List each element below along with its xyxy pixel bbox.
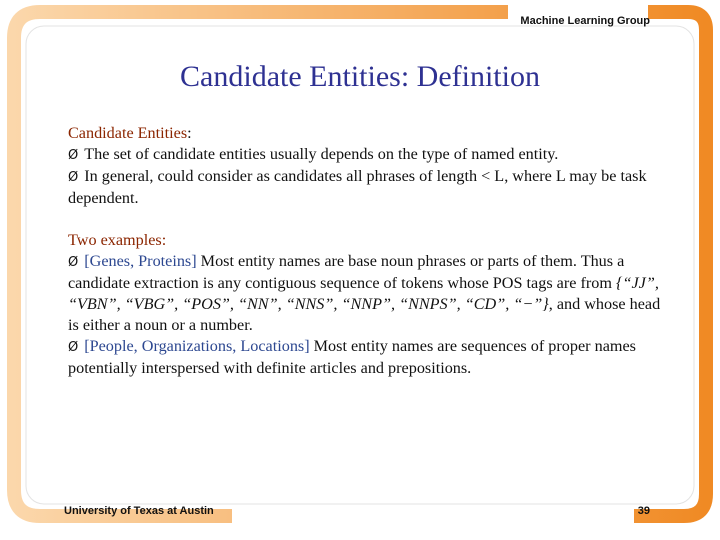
list-item — [68, 336, 668, 379]
section-heading-colon: : — [187, 124, 192, 142]
spacer — [68, 209, 668, 230]
slide-content — [68, 123, 668, 379]
page-number: 39 — [637, 505, 650, 517]
list-item — [68, 144, 668, 166]
section-heading-examples: Two examples: — [68, 231, 167, 249]
example-tag-genes: [Genes, Proteins] — [84, 252, 197, 270]
pos-tag-set: {“JJ”, “VBN”, “VBG”, “POS”, “NN”, “NNS”, “NNP”, “NNPS”, “CD”, “−”} — [68, 274, 659, 313]
arrow-bullet-icon: Ø — [68, 148, 79, 163]
page-title: Candidate Entities: Definition — [180, 60, 540, 93]
example-tag-people: [People, Organizations, Locations] — [84, 337, 310, 355]
arrow-bullet-icon: Ø — [68, 170, 79, 185]
arrow-bullet-icon: Ø — [68, 255, 79, 270]
example-text: Most entity names are base noun phrases or parts of them. Thus a candidate extraction is any contiguous sequence of tokens whose POS tags are from — [68, 252, 625, 292]
list-item — [68, 166, 668, 209]
footer-institution: University of Texas at Austin — [64, 505, 214, 517]
section-heading-candidates — [68, 123, 668, 144]
example-text-end: , and whose head is either a noun or a number. — [68, 295, 661, 334]
arrow-bullet-icon: Ø — [68, 340, 79, 355]
section-heading-text: Candidate Entities — [68, 124, 188, 142]
list-item — [68, 251, 668, 336]
bullet-text: The set of candidate entities usually depends on the type of named entity. — [84, 145, 559, 163]
bullet-text: In general, could consider as candidates all phrases of length < L, where L may be task dependent. — [68, 167, 647, 207]
header-group-label: Machine Learning Group — [520, 15, 650, 27]
example-text: Most entity names are sequences of proper names potentially interspersed with definite articles and prepositions. — [68, 337, 636, 377]
